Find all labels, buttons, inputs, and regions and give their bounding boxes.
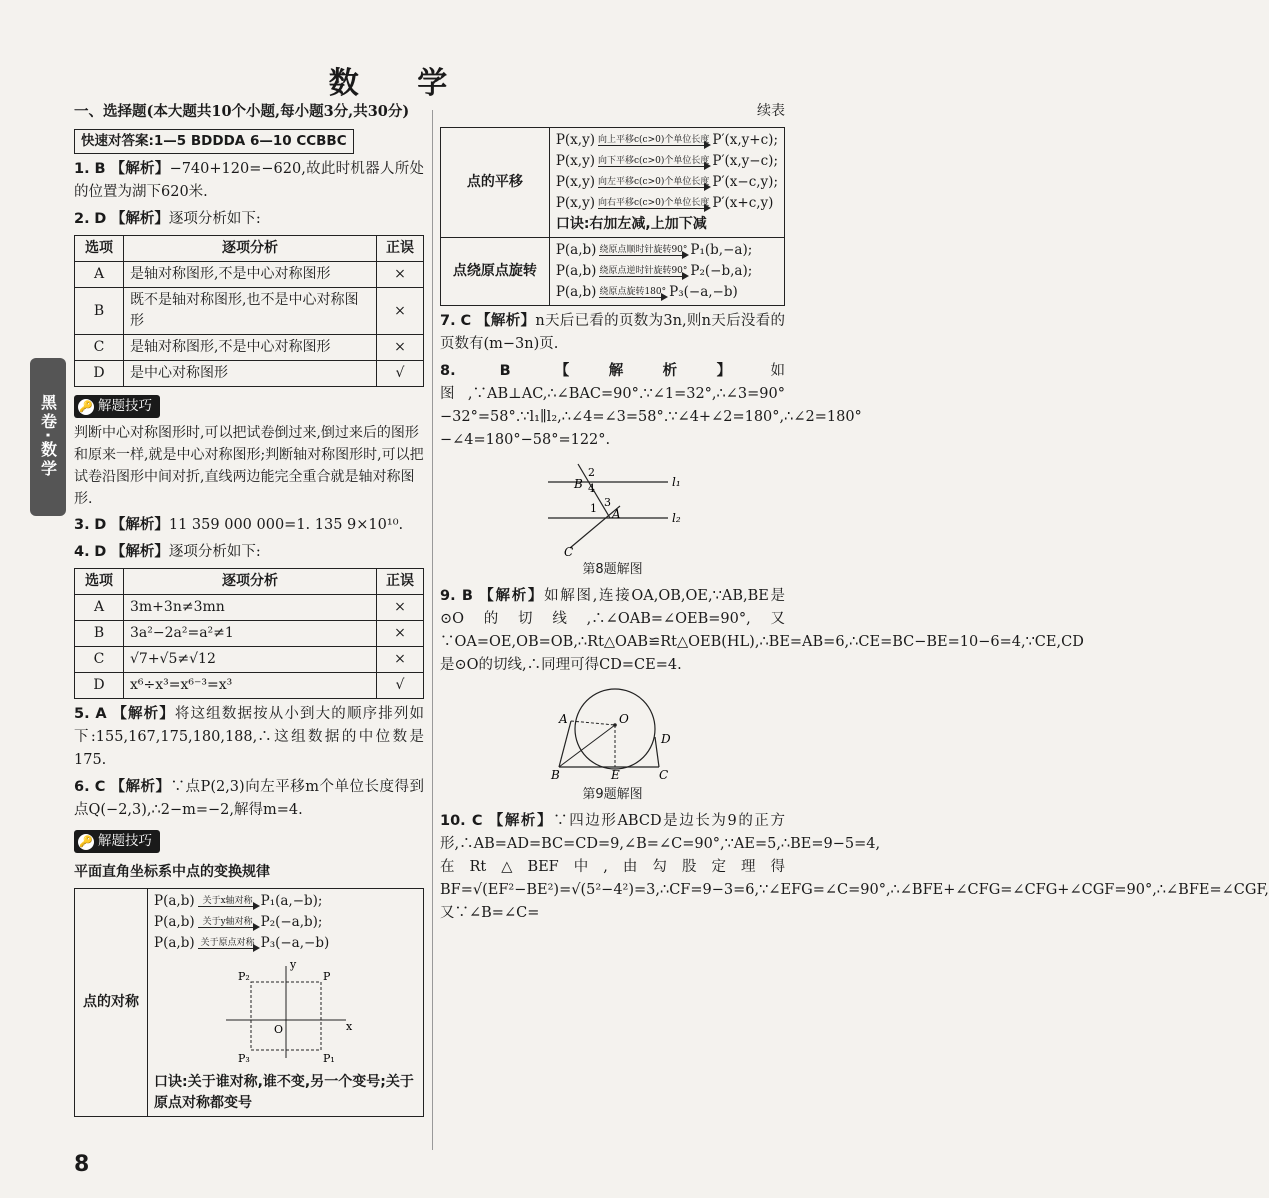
rule-line [556, 151, 778, 172]
label-c: C [563, 545, 573, 559]
symmetry-figure [216, 958, 356, 1068]
question-answer: D [94, 517, 107, 533]
label-angle-4: 4 [587, 482, 595, 495]
tip-label: 解题技巧 [98, 833, 152, 849]
question-text: 将这组数据按从小到大的顺序排列如下:155,167,175,180,188,∴这组数据的中位数是175. [74, 706, 425, 768]
rule-line [556, 261, 778, 282]
table-row [75, 288, 424, 335]
question-answer: B [499, 363, 511, 379]
arrow [599, 245, 687, 256]
label-d: D [660, 732, 671, 746]
page-title: 数 学 [328, 66, 472, 101]
table-row [75, 621, 424, 647]
arrow [598, 156, 709, 167]
symmetry-mnemonic: 口诀:关于谁对称,谁不变,另一个变号;关于原点对称都变号 [154, 1074, 414, 1111]
translation-rules [549, 128, 784, 238]
arrow-label: 关于y轴对称 [202, 917, 253, 927]
center-point [613, 723, 617, 727]
question-answer: D [94, 211, 107, 227]
question-answer: B [94, 161, 106, 177]
table-cell: × [377, 288, 424, 335]
rule-from: P(a,b) [555, 263, 597, 279]
segment-cd [655, 737, 659, 767]
rule-from: P(a,b) [555, 284, 597, 300]
table-cell: x⁶÷x³=x⁶⁻³=x³ [124, 673, 377, 699]
symmetry-table [74, 888, 424, 1117]
translation-mnemonic: 口诀:右加左减,上加下减 [555, 216, 707, 232]
rule-to: P₂(−b,a); [690, 263, 753, 279]
table-header: 选项 [75, 236, 124, 262]
rule-from: P(x,y) [555, 132, 595, 148]
question-number: 7. [440, 313, 456, 329]
table-cell: 既不是轴对称图形,也不是中心对称图形 [124, 288, 377, 335]
question-5 [74, 703, 424, 772]
table-row [75, 335, 424, 361]
question-number: 9. [440, 588, 456, 604]
rule-from: P(x,y) [555, 153, 595, 169]
rotation-rules [549, 238, 784, 306]
analysis-tag: 【解析】 [110, 779, 171, 795]
rule-to: P′(x,y+c); [712, 132, 778, 148]
label-p3: P₃ [237, 1052, 250, 1065]
question-number: 1. [74, 161, 90, 177]
section-heading: 一、选择题(本大题共10个小题,每小题3分,共30分) [74, 103, 410, 120]
rule-line [556, 282, 778, 303]
analysis-tag: 【解析】 [479, 588, 545, 604]
left-column [74, 100, 424, 1121]
tip-label: 解题技巧 [98, 398, 152, 414]
table-cell: A [75, 262, 124, 288]
table-cell: C [75, 647, 124, 673]
question-4 [74, 541, 424, 564]
rule-to: P₃(−a,−b) [260, 935, 330, 951]
rule-from: P(x,y) [555, 195, 595, 211]
symmetry-rules [148, 889, 424, 1117]
table-cell: 是轴对称图形,不是中心对称图形 [124, 335, 377, 361]
question-text: 逐项分析如下: [168, 211, 261, 227]
rule-to: P′(x,y−c); [712, 153, 778, 169]
question-number: 2. [74, 211, 90, 227]
quick-answers: 快速对答案:1—5 BDDDA 6—10 CCBBC [74, 129, 354, 154]
figure-8-caption: 第8题解图 [582, 562, 643, 577]
table-row [75, 262, 424, 288]
rule-line [556, 193, 778, 214]
label-x: x [345, 1020, 352, 1033]
table-row [75, 673, 424, 699]
table-header: 正误 [377, 569, 424, 595]
question-answer: A [95, 706, 107, 722]
continued-label: 续表 [757, 103, 785, 119]
label-p1: P₁ [322, 1052, 335, 1065]
label-c: C [658, 768, 668, 782]
table-cell: C [75, 335, 124, 361]
translation-label: 点的平移 [441, 128, 550, 238]
rule-to: P′(x−c,y); [712, 174, 778, 190]
table-cell: √ [377, 673, 424, 699]
label-o: O [273, 1023, 283, 1036]
arrow [198, 896, 258, 907]
label-a: A [611, 507, 621, 521]
label-a: A [558, 712, 568, 726]
arrow-label: 关于原点对称 [200, 938, 255, 948]
figure-8 [528, 456, 698, 559]
right-column [440, 100, 1269, 929]
rule-from: P(a,b) [154, 914, 195, 930]
key-icon: 🔑 [79, 400, 93, 413]
question-number: 5. [74, 706, 90, 722]
analysis-tag: 【解析】 [112, 706, 175, 722]
segment-ab [559, 721, 571, 767]
rule-line [154, 912, 417, 933]
table-cell: × [377, 647, 424, 673]
question-text: ∵四边形ABCD是边长为9的正方形,∴AB=AD=BC=CD=9,∠B=∠C=90°,∵AE=5,∴BE=9−5=4,在Rt△BEF中,由勾股定理得BF=√(EF²−BE²)=√(5²−4²)=3,∴CF=9−3=6,∵∠EFG=∠C=90°,∴∠BFE+∠CFG=∠CFG+∠CGF=90°,∴∠BFE=∠CGF,又∵∠B=∠C= [440, 813, 1269, 921]
question-number: 4. [74, 544, 90, 560]
translation-table [440, 127, 785, 306]
question-answer: B [461, 588, 473, 604]
analysis-table-2 [74, 235, 424, 387]
label-o: O [618, 712, 629, 726]
arrow [598, 177, 709, 188]
label-b: B [573, 477, 583, 491]
question-6 [74, 776, 424, 822]
table-cell: × [377, 262, 424, 288]
label-p2: P₂ [237, 970, 250, 983]
segment-ob [559, 725, 615, 767]
rule-to: P₁(a,−b); [260, 893, 323, 909]
analysis-tag: 【解析】 [110, 544, 169, 560]
question-number: 8. [440, 363, 456, 379]
question-number: 6. [74, 779, 90, 795]
rule-title: 平面直角坐标系中点的变换规律 [74, 864, 270, 880]
analysis-tag: 【解析】 [554, 363, 771, 379]
question-8 [440, 360, 862, 452]
rule-line [556, 240, 778, 261]
label-e: E [610, 768, 620, 782]
rule-to: P₃(−a,−b) [669, 284, 738, 300]
table-header: 逐项分析 [124, 236, 377, 262]
question-number: 3. [74, 517, 90, 533]
table-row [75, 595, 424, 621]
table-cell: B [75, 288, 124, 335]
question-2 [74, 208, 424, 231]
tip-text: 判断中心对称图形时,可以把试卷倒过来,倒过来后的图形和原来一样,就是中心对称图形;判断轴对称图形时,可以把试卷沿图形中间对折,直线两边能完全重合就是轴对称图形. [74, 425, 424, 507]
label-p: P [322, 970, 330, 983]
table-cell: √ [377, 361, 424, 387]
question-answer: C [471, 813, 483, 829]
question-answer: C [94, 779, 106, 795]
analysis-tag: 【解析】 [110, 211, 169, 227]
table-cell: × [377, 621, 424, 647]
question-number: 10. [440, 813, 466, 829]
rule-line [556, 130, 778, 151]
analysis-tag: 【解析】 [476, 313, 536, 329]
rule-line [556, 172, 778, 193]
question-answer: D [94, 544, 107, 560]
table-header: 选项 [75, 569, 124, 595]
label-l1: l₁ [671, 475, 681, 489]
table-header: 正误 [377, 236, 424, 262]
table-cell: 3m+3n≠3mn [124, 595, 377, 621]
rule-from: P(a,b) [555, 242, 597, 258]
question-answer: C [460, 313, 472, 329]
table-cell: D [75, 673, 124, 699]
arrow [198, 917, 258, 928]
page-number: 8 [74, 1152, 90, 1177]
table-cell: 是中心对称图形 [124, 361, 377, 387]
label-b: B [550, 768, 560, 782]
key-icon: 🔑 [79, 835, 93, 848]
arrow-label: 向左平移c(c>0)个单位长度 [597, 177, 710, 187]
arrow-label: 绕原点逆时针旋转90° [599, 266, 688, 276]
table-cell: 是轴对称图形,不是中心对称图形 [124, 262, 377, 288]
question-3 [74, 514, 424, 537]
figure-9 [543, 681, 683, 781]
label-angle-2: 2 [587, 466, 595, 479]
analysis-tag: 【解析】 [110, 161, 170, 177]
side-tab: 黑卷·数学 [30, 358, 66, 516]
label-angle-1: 1 [589, 502, 597, 515]
rule-from: P(a,b) [154, 935, 195, 951]
label-l2: l₂ [671, 511, 681, 525]
rule-to: P₂(−a,b); [260, 914, 323, 930]
rotation-label: 点绕原点旋转 [441, 238, 550, 306]
arrow-label: 绕原点顺时针旋转90° [599, 245, 688, 255]
question-7 [440, 310, 785, 356]
question-text: n天后已看的页数为3n,则n天后没看的页数有(m−3n)页. [440, 313, 786, 352]
column-divider [432, 110, 433, 1150]
rule-from: P(a,b) [154, 893, 195, 909]
analysis-tag: 【解析】 [488, 813, 554, 829]
analysis-table-4 [74, 568, 424, 699]
rule-line [154, 891, 417, 912]
table-cell: √7+√5≠√12 [124, 647, 377, 673]
rule-from: P(x,y) [555, 174, 595, 190]
label-y: y [289, 958, 296, 971]
arrow [599, 266, 687, 277]
tip-badge [74, 395, 160, 418]
segment-oa [571, 721, 615, 725]
rule-to: P₁(b,−a); [690, 242, 753, 258]
rule-to: P′(x+c,y) [712, 195, 774, 211]
rule-line [154, 933, 417, 954]
question-text: −740+120=−620,故此时机器人所处的位置为湖下620米. [74, 161, 425, 200]
arrow-label: 向右平移c(c>0)个单位长度 [597, 198, 710, 208]
figure-9-caption: 第9题解图 [582, 787, 643, 802]
table-cell: 3a²−2a²=a²≠1 [124, 621, 377, 647]
question-text: 如图,∵AB⊥AC,∴∠BAC=90°.∵∠1=32°,∴∠3=90°−32°=58°.∵l₁∥l₂,∴∠4=∠3=58°.∵∠4+∠2=180°,∴∠2=180°−∠4=180°−58°=122°. [440, 363, 862, 448]
arrow-label: 向下平移c(c>0)个单位长度 [597, 156, 710, 166]
arrow [198, 938, 258, 949]
table-cell: D [75, 361, 124, 387]
table-row [75, 361, 424, 387]
analysis-tag: 【解析】 [110, 517, 169, 533]
question-text: 逐项分析如下: [168, 544, 261, 560]
table-cell: × [377, 595, 424, 621]
arrow-label: 关于x轴对称 [202, 896, 253, 906]
question-1 [74, 158, 424, 204]
question-text: 11 359 000 000=1. 135 9×10¹⁰. [168, 517, 404, 533]
question-9 [440, 585, 1084, 677]
arrow-label: 向上平移c(c>0)个单位长度 [597, 135, 710, 145]
arrow [598, 135, 709, 146]
table-cell: × [377, 335, 424, 361]
arrow [599, 287, 666, 298]
tip-badge [74, 830, 160, 853]
question-text: ∵点P(2,3)向左平移m个单位长度得到点Q(−2,3),∴2−m=−2,解得m=4. [74, 779, 425, 818]
table-cell: A [75, 595, 124, 621]
arrow [598, 198, 709, 209]
table-header: 逐项分析 [124, 569, 377, 595]
table-cell: B [75, 621, 124, 647]
question-text: 如解图,连接OA,OB,OE,∵AB,BE是⊙O的切线,∴∠OAB=∠OEB=90°,又∵OA=OE,OB=OB,∴Rt△OAB≌Rt△OEB(HL),∴BE=AB=6,∴CE=BC−BE=10−6=4,∵CE,CD是⊙O的切线,∴同理可得CD=CE=4. [440, 588, 1084, 673]
label-angle-3: 3 [603, 496, 611, 509]
arrow-label: 绕原点旋转180° [599, 287, 667, 297]
question-10 [440, 810, 1269, 925]
symmetry-label: 点的对称 [75, 889, 148, 1117]
table-row [75, 647, 424, 673]
